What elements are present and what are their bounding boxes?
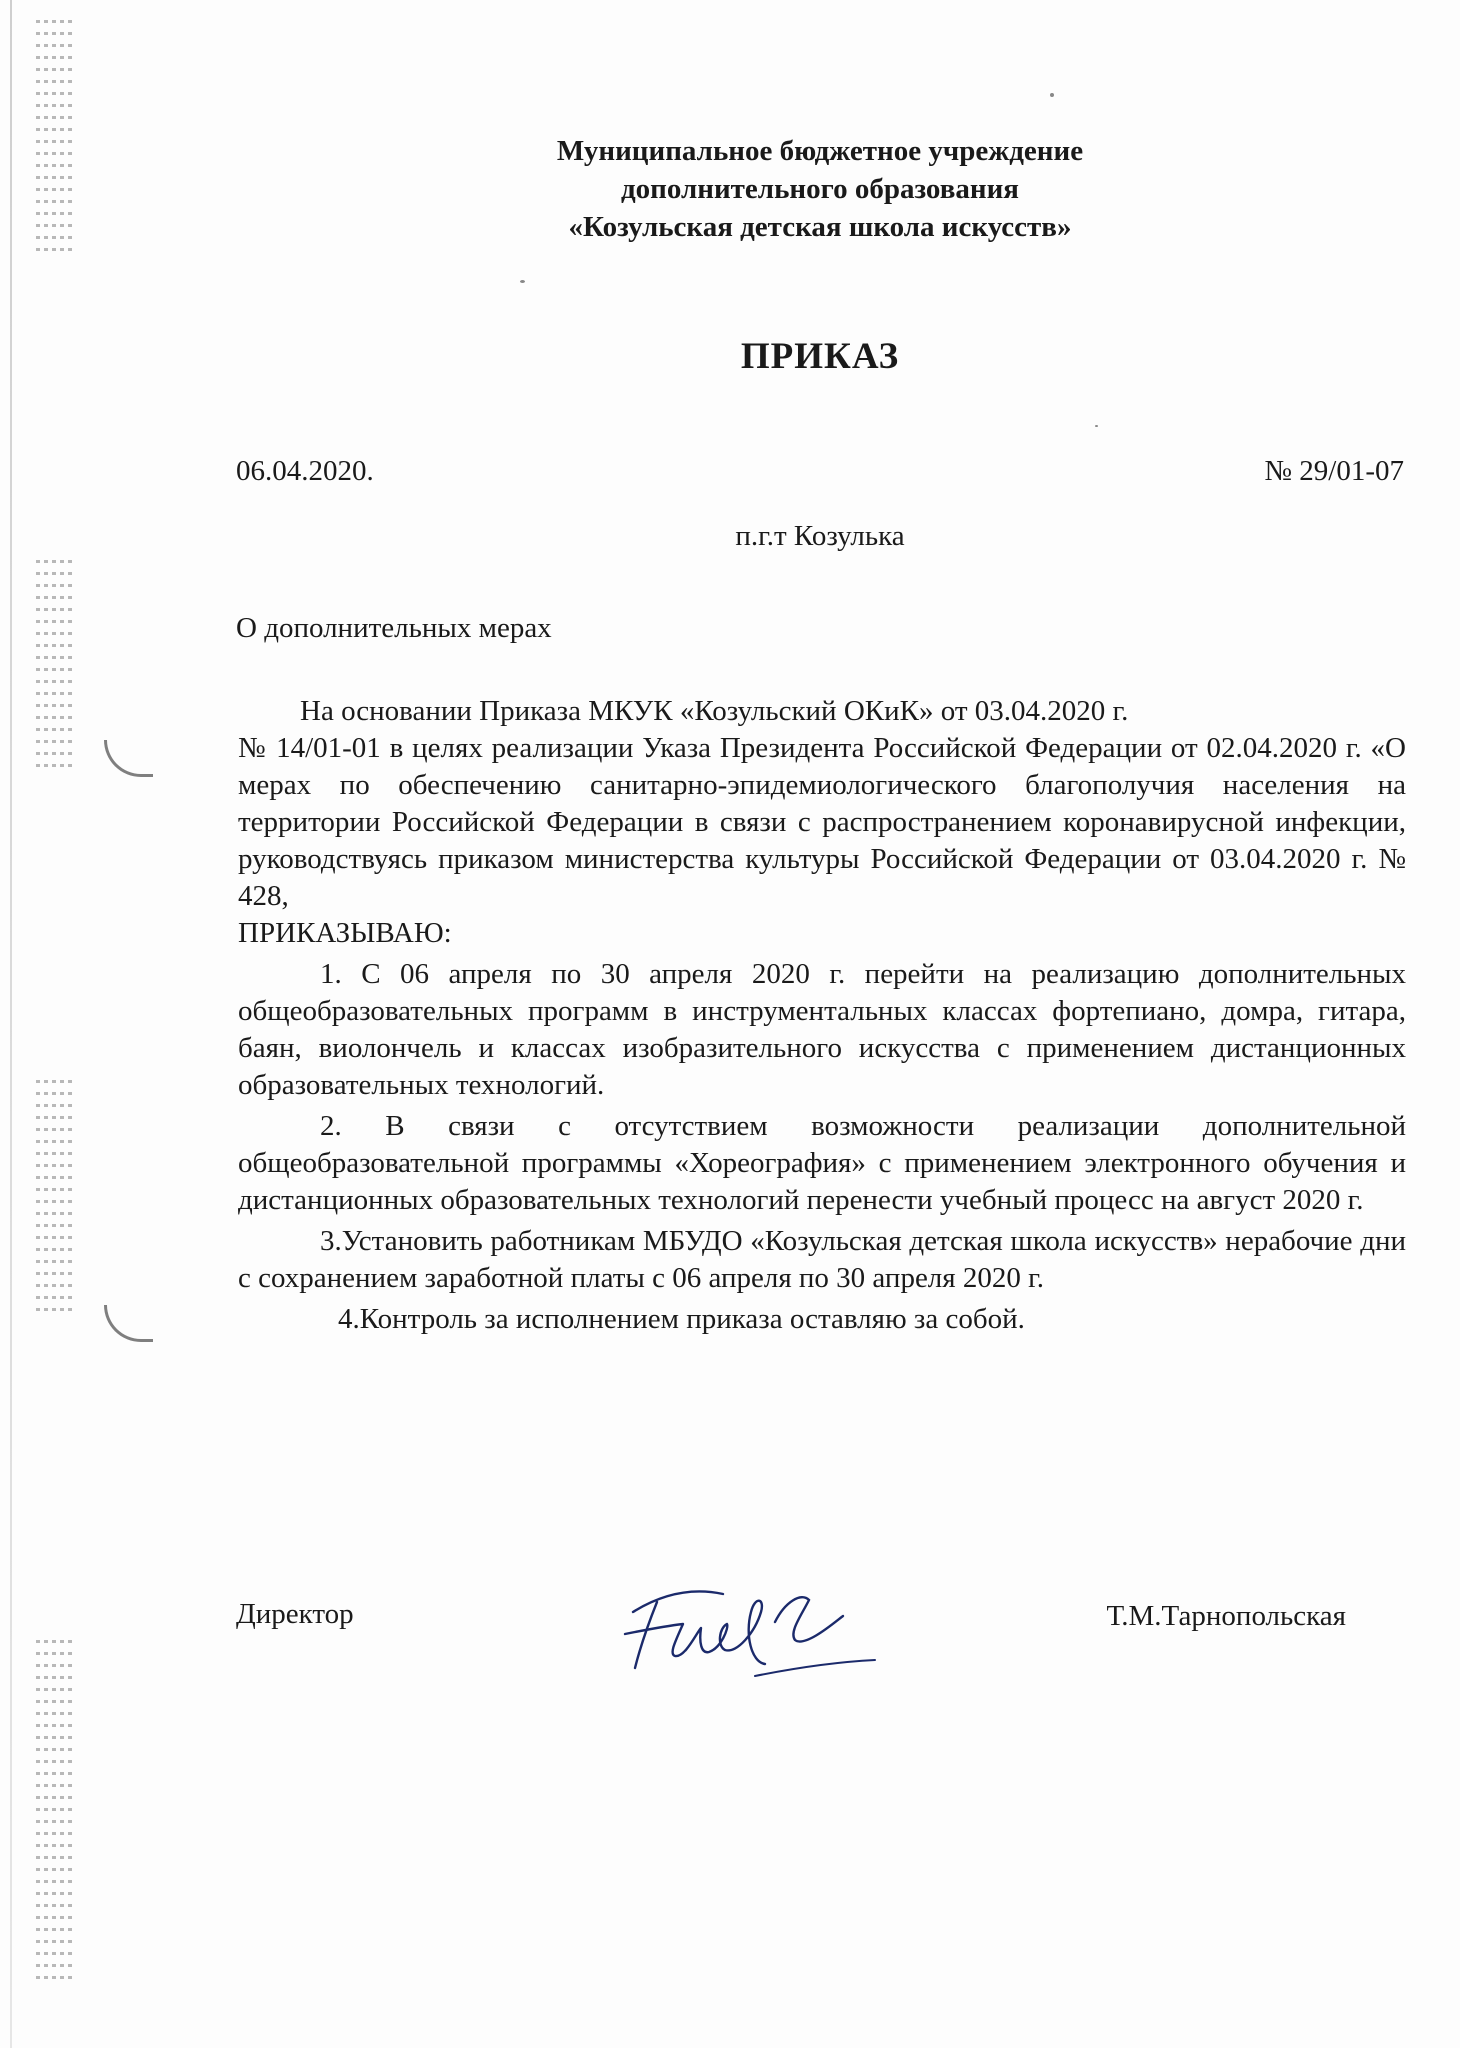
order-item: 4.Контроль за исполнением приказа оставляю за собой. <box>338 1303 1025 1335</box>
document-title: ПРИКАЗ <box>740 336 900 377</box>
document-date: 06.04.2020. <box>236 455 374 487</box>
signer-position: Директор <box>236 1598 354 1630</box>
document-body <box>238 693 1406 1338</box>
handwritten-signature <box>605 1572 905 1682</box>
organization-header <box>360 132 1280 246</box>
scan-edge-line <box>10 0 12 2048</box>
punch-hole-mark <box>104 1305 153 1342</box>
scan-artifact-strip <box>36 1640 76 2020</box>
intro-line: На основании Приказа МКУК «Козульский ОКиК» от 03.04.2020 г. <box>300 695 1129 727</box>
intro-paragraph: № 14/01-01 в целях реализации Указа Президента Российской Федерации от 02.04.2020 г. «О мерах по обеспечению санитарно-эпидемиологического благополучия населения на территории Российской Федерации в связи с распространением коронавирусной инфекции, руководствуясь приказом министерства культуры Российской Федерации от 03.04.2020 г. № 428, <box>238 732 1406 912</box>
scan-artifact-strip <box>36 20 76 280</box>
document-place: п.г.т Козулька <box>735 520 905 552</box>
scan-artifact-strip <box>36 560 76 800</box>
order-item: 3.Установить работникам МБУДО «Козульская детская школа искусств» нерабочие дни с сохранением заработной платы с 06 апреля по 30 апреля 2020 г. <box>238 1225 1406 1294</box>
order-item: 2. В связи с отсутствием возможности реализации дополнительной общеобразовательной программы «Хореография» с применением электронного обучения и дистанционных образовательных технологий перенести учебный процесс на август 2020 г. <box>238 1110 1406 1216</box>
signer-name: Т.М.Тарнопольская <box>1106 1600 1346 1632</box>
order-item: 1. С 06 апреля по 30 апреля 2020 г. перейти на реализацию дополнительных общеобразовательных программ в инструментальных классах фортепиано, домра, гитара, баян, виолончель и классах изобразительного искусства с применением дистанционных образовательных технологий. <box>238 958 1406 1101</box>
scan-artifact-strip <box>36 1080 76 1340</box>
scan-speck <box>520 280 525 283</box>
scan-speck <box>1050 93 1054 97</box>
punch-hole-mark <box>104 740 153 777</box>
scan-speck <box>1095 425 1098 427</box>
header-line: дополнительного образования <box>621 173 1019 205</box>
order-word: ПРИКАЗЫВАЮ: <box>238 917 452 949</box>
header-line: Муниципальное бюджетное учреждение <box>556 135 1084 167</box>
header-line: «Козульская детская школа искусств» <box>568 211 1072 243</box>
document-subject: О дополнительных мерах <box>236 612 552 644</box>
document-number: № 29/01-07 <box>1264 455 1404 487</box>
